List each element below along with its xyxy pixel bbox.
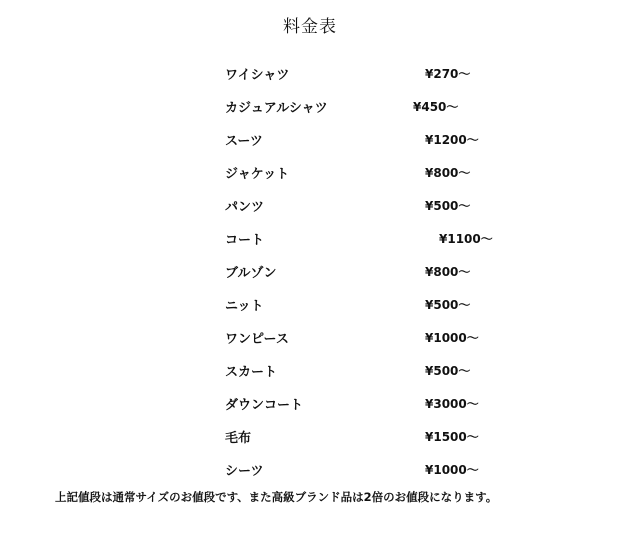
item-name: 毛布	[225, 431, 252, 446]
price-row	[0, 262, 633, 284]
item-name: ワイシャツ	[225, 68, 290, 83]
item-name: ワンピース	[225, 332, 289, 347]
price-row	[0, 427, 633, 449]
item-price: ¥450～	[413, 100, 459, 114]
item-name: パンツ	[225, 200, 265, 215]
item-name: ダウンコート	[225, 398, 304, 413]
price-row	[0, 163, 633, 185]
item-name: ブルゾン	[225, 266, 277, 281]
item-name: カジュアルシャツ	[225, 101, 328, 116]
price-row	[0, 130, 633, 152]
price-row	[0, 361, 633, 383]
price-row	[0, 97, 633, 119]
price-row	[0, 64, 633, 86]
item-price: ¥500～	[425, 199, 471, 213]
item-price: ¥270～	[425, 67, 471, 81]
item-price: ¥1100～	[439, 232, 493, 246]
item-price: ¥1000～	[425, 463, 479, 477]
item-name: ニット	[225, 299, 264, 314]
price-row	[0, 328, 633, 350]
item-price: ¥500～	[425, 364, 471, 378]
price-row	[0, 394, 633, 416]
item-name: コート	[225, 233, 265, 248]
item-name: ジャケット	[225, 167, 290, 182]
page-title: 料金表	[283, 17, 337, 37]
item-price: ¥800～	[425, 166, 471, 180]
price-row	[0, 196, 633, 218]
price-row	[0, 460, 633, 482]
price-note: 上記値段は通常サイズのお値段です、また高級ブランド品は2倍のお値段になります。	[55, 490, 498, 504]
item-price: ¥1200～	[425, 133, 479, 147]
item-price: ¥1000～	[425, 331, 479, 345]
item-name: スカート	[225, 365, 278, 380]
item-price: ¥800～	[425, 265, 471, 279]
item-name: シーツ	[225, 464, 264, 479]
item-price: ¥1500～	[425, 430, 479, 444]
item-price: ¥3000～	[425, 397, 479, 411]
item-price: ¥500～	[425, 298, 471, 312]
price-row	[0, 229, 633, 251]
item-name: スーツ	[225, 134, 263, 149]
price-row	[0, 295, 633, 317]
